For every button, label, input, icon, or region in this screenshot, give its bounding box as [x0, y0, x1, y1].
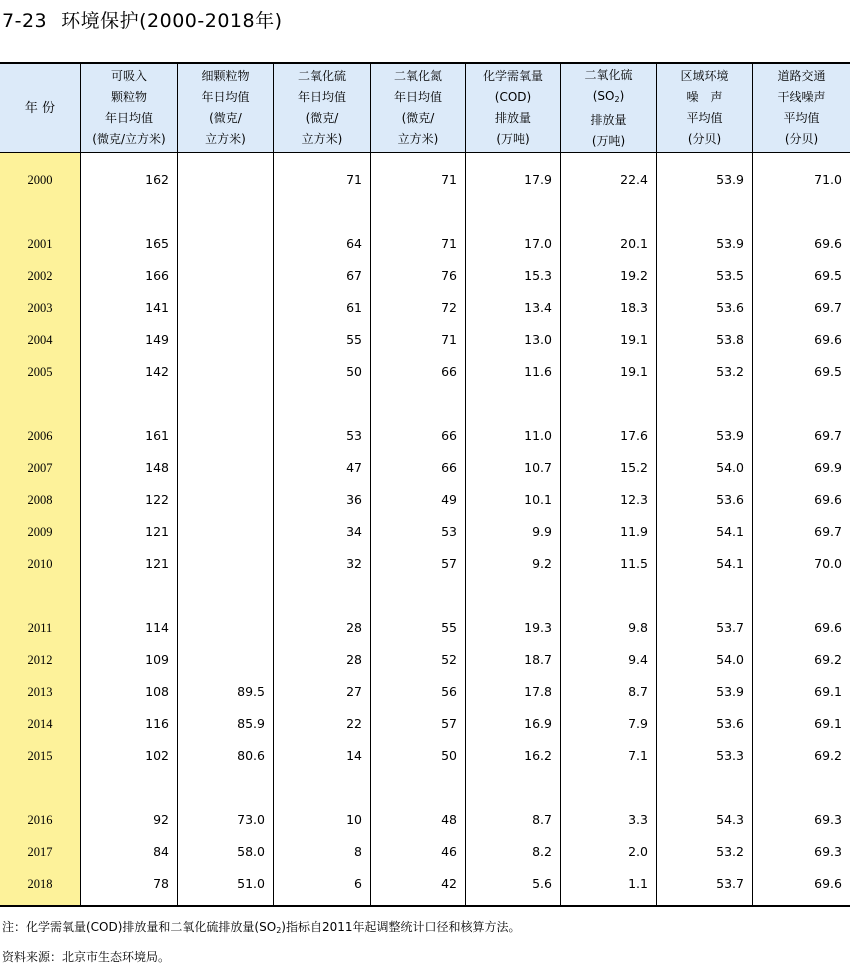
- header-line: 道路交通: [777, 69, 826, 83]
- table-cell: 3.3: [628, 812, 648, 827]
- header-line: 立方米): [301, 132, 343, 146]
- header-line: 年日均值: [201, 90, 250, 104]
- table-cell: 66: [441, 460, 457, 475]
- table-cell: [178, 426, 273, 446]
- table-cell: 71: [441, 236, 457, 251]
- table-cell: 108: [145, 684, 169, 699]
- table-cell: 57: [441, 716, 457, 731]
- table-cell: 114: [145, 620, 169, 635]
- table-cell: 36: [346, 492, 362, 507]
- row-year: 2016: [27, 813, 53, 827]
- header-line: (微克/: [305, 111, 339, 125]
- table-cell: 22: [346, 716, 362, 731]
- table-cell: 10: [346, 812, 362, 827]
- table-cell: 149: [145, 332, 169, 347]
- table-cell: 70.0: [814, 556, 842, 571]
- header-line: (分贝): [687, 132, 722, 146]
- table-cell: 53: [441, 524, 457, 539]
- table-cell: 69.9: [814, 460, 842, 475]
- table-title-text: 环境保护(2000-2018年): [61, 10, 283, 32]
- table-cell: [178, 490, 273, 510]
- table-header: [0, 64, 850, 153]
- table-cell: 166: [145, 268, 169, 283]
- header-line: 细颗粒物: [201, 69, 250, 83]
- data-column-7: [657, 153, 753, 905]
- header-line: 排放量: [494, 111, 531, 125]
- table-cell: [178, 266, 273, 286]
- table-cell: 69.2: [814, 748, 842, 763]
- table-cell: 53.5: [716, 268, 744, 283]
- header-line: (万吨): [591, 133, 626, 148]
- table-cell: 19.2: [620, 268, 648, 283]
- table-cell: 54.1: [716, 556, 744, 571]
- footnote: 注：化学需氧量(COD)排放量和二氧化硫排放量$(SO_2)$指标自2011年起调整统计口径和核算方法。: [2, 920, 521, 935]
- row-year: 2009: [27, 525, 53, 539]
- header-line: 立方米): [205, 132, 246, 146]
- row-year: 2013: [27, 685, 53, 699]
- table-cell: 89.5: [237, 684, 265, 699]
- table-cell: 52: [441, 652, 457, 667]
- table-cell: 69.2: [814, 652, 842, 667]
- table-cell: 53.9: [716, 428, 744, 443]
- header-line: 年日均值: [297, 90, 346, 104]
- row-year: 2015: [27, 749, 53, 763]
- table-cell: 10.7: [524, 460, 552, 475]
- table-cell: 19.1: [620, 332, 648, 347]
- table-cell: 8.7: [628, 684, 648, 699]
- table-cell: 54.0: [716, 652, 744, 667]
- table-cell: 66: [441, 364, 457, 379]
- row-year: 2003: [27, 301, 53, 315]
- table-cell: 15.3: [524, 268, 552, 283]
- table-cell: 57: [441, 556, 457, 571]
- table-cell: 8.7: [532, 812, 552, 827]
- table-cell: 42: [441, 876, 457, 891]
- table-cell: 69.6: [814, 876, 842, 891]
- table-cell: 53.7: [716, 876, 744, 891]
- header-col-6: [561, 64, 657, 152]
- header-col-1: [81, 64, 178, 152]
- table-cell: 28: [346, 652, 362, 667]
- table-cell: 121: [145, 524, 169, 539]
- table-cell: 18.7: [524, 652, 552, 667]
- table-cell: 71: [441, 172, 457, 187]
- row-year: 2014: [27, 717, 53, 731]
- data-column-3: [274, 153, 371, 905]
- table-cell: [178, 298, 273, 318]
- data-column-6: [561, 153, 657, 905]
- table-cell: 55: [346, 332, 362, 347]
- header-line: (微克/立方米): [92, 132, 166, 146]
- header-line: 干线噪声: [777, 90, 826, 104]
- table-cell: 17.0: [524, 236, 552, 251]
- table-cell: 8.2: [532, 844, 552, 859]
- table-cell: 73.0: [237, 812, 265, 827]
- table-cell: 54.0: [716, 460, 744, 475]
- header-line: 平均值: [686, 111, 723, 125]
- table-cell: 69.7: [814, 428, 842, 443]
- row-year: 2005: [27, 365, 53, 379]
- table-cell: 66: [441, 428, 457, 443]
- data-table: [0, 62, 850, 907]
- year-column: [0, 153, 81, 905]
- header-line: 年日均值: [104, 111, 153, 125]
- header-line: 平均值: [783, 111, 820, 125]
- header-line: 二氧化氮: [393, 69, 442, 83]
- table-cell: 53.7: [716, 620, 744, 635]
- table-cell: 46: [441, 844, 457, 859]
- table-cell: 16.2: [524, 748, 552, 763]
- table-title: [2, 6, 283, 33]
- table-cell: 53: [346, 428, 362, 443]
- table-cell: 11.6: [524, 364, 552, 379]
- table-cell: 165: [145, 236, 169, 251]
- row-year: 2008: [27, 493, 53, 507]
- table-cell: 76: [441, 268, 457, 283]
- header-col-2: [178, 64, 274, 152]
- table-cell: 69.6: [814, 620, 842, 635]
- table-cell: 69.5: [814, 364, 842, 379]
- table-cell: 48: [441, 812, 457, 827]
- header-line: 颗粒物: [110, 90, 147, 104]
- table-cell: 8: [354, 844, 362, 859]
- table-cell: 78: [153, 876, 169, 891]
- table-cell: 19.1: [620, 364, 648, 379]
- table-number: 7-23: [2, 10, 48, 32]
- table-cell: 9.8: [628, 620, 648, 635]
- table-cell: 50: [346, 364, 362, 379]
- row-year: 2010: [27, 557, 53, 571]
- table-cell: 69.1: [814, 684, 842, 699]
- table-cell: [178, 522, 273, 542]
- header-line: 二氧化硫: [584, 67, 633, 82]
- table-cell: 92: [153, 812, 169, 827]
- header-line: (COD): [494, 90, 532, 104]
- table-cell: 69.6: [814, 492, 842, 507]
- table-cell: [178, 330, 273, 350]
- header-line: 立方米): [397, 132, 439, 146]
- row-year: 2002: [27, 269, 53, 283]
- row-year: 2001: [27, 237, 53, 251]
- table-cell: 49: [441, 492, 457, 507]
- table-cell: 58.0: [237, 844, 265, 859]
- header-line: 二氧化硫: [297, 69, 346, 83]
- table-cell: 17.6: [620, 428, 648, 443]
- header-line: 噪 声: [686, 90, 723, 104]
- table-cell: 11.5: [620, 556, 648, 571]
- data-column-4: [371, 153, 466, 905]
- table-cell: 85.9: [237, 716, 265, 731]
- table-cell: 69.3: [814, 812, 842, 827]
- table-cell: 53.9: [716, 172, 744, 187]
- row-year: 2004: [27, 333, 53, 347]
- data-column-8: [753, 153, 850, 905]
- table-cell: 116: [145, 716, 169, 731]
- table-cell: 69.6: [814, 332, 842, 347]
- table-cell: 53.3: [716, 748, 744, 763]
- table-cell: 122: [145, 492, 169, 507]
- table-cell: 72: [441, 300, 457, 315]
- table-cell: 141: [145, 300, 169, 315]
- table-cell: 27: [346, 684, 362, 699]
- table-cell: 53.6: [716, 300, 744, 315]
- table-cell: 53.8: [716, 332, 744, 347]
- table-cell: 142: [145, 364, 169, 379]
- header-line: (微克/: [209, 111, 242, 125]
- row-year: 2017: [27, 845, 53, 859]
- data-column-5: [466, 153, 561, 905]
- table-cell: 53.9: [716, 684, 744, 699]
- table-cell: 148: [145, 460, 169, 475]
- table-cell: 53.6: [716, 492, 744, 507]
- table-cell: 32: [346, 556, 362, 571]
- header-col-3: [274, 64, 371, 152]
- table-cell: 109: [145, 652, 169, 667]
- table-cell: 22.4: [620, 172, 648, 187]
- table-cell: 1.1: [628, 876, 648, 891]
- row-year: 2000: [27, 173, 53, 187]
- header-col-5: [466, 64, 561, 152]
- row-year: 2012: [27, 653, 53, 667]
- table-cell: [178, 234, 273, 254]
- header-line: $(SO_2)$: [592, 88, 625, 104]
- table-cell: 10.1: [524, 492, 552, 507]
- table-cell: 9.4: [628, 652, 648, 667]
- header-col-7: [657, 64, 753, 152]
- table-cell: 69.1: [814, 716, 842, 731]
- table-cell: 55: [441, 620, 457, 635]
- table-cell: [178, 170, 273, 190]
- table-cell: 64: [346, 236, 362, 251]
- table-cell: 69.7: [814, 300, 842, 315]
- table-cell: 71: [441, 332, 457, 347]
- header-line: 可吸入: [110, 69, 147, 83]
- table-cell: 69.7: [814, 524, 842, 539]
- table-cell: 47: [346, 460, 362, 475]
- header-line: (分贝): [784, 132, 819, 146]
- header-line: (万吨): [496, 132, 530, 146]
- table-cell: 12.3: [620, 492, 648, 507]
- header-line: 排放量: [590, 112, 627, 127]
- table-cell: 53.9: [716, 236, 744, 251]
- table-cell: 14: [346, 748, 362, 763]
- table-cell: 7.9: [628, 716, 648, 731]
- table-cell: 19.3: [524, 620, 552, 635]
- row-year: 2007: [27, 461, 53, 475]
- table-cell: 17.8: [524, 684, 552, 699]
- table-cell: 102: [145, 748, 169, 763]
- row-year: 2011: [27, 621, 53, 635]
- source-note: 资料来源：北京市生态环境局。: [2, 950, 171, 964]
- table-cell: [178, 362, 273, 382]
- table-cell: 15.2: [620, 460, 648, 475]
- table-cell: 56: [441, 684, 457, 699]
- table-cell: 11.9: [620, 524, 648, 539]
- table-cell: 13.4: [524, 300, 552, 315]
- table-cell: 50: [441, 748, 457, 763]
- header-year: 年 份: [0, 64, 81, 152]
- table-cell: 18.3: [620, 300, 648, 315]
- table-cell: 51.0: [237, 876, 265, 891]
- table-cell: 20.1: [620, 236, 648, 251]
- table-cell: 7.1: [628, 748, 648, 763]
- header-line: 化学需氧量: [482, 69, 543, 83]
- table-cell: 84: [153, 844, 169, 859]
- table-cell: 53.6: [716, 716, 744, 731]
- table-cell: [178, 618, 273, 638]
- data-column-2: [178, 153, 274, 905]
- header-col-4: [371, 64, 466, 152]
- table-cell: 53.2: [716, 364, 744, 379]
- data-column-1: [81, 153, 178, 905]
- table-cell: 67: [346, 268, 362, 283]
- table-cell: 61: [346, 300, 362, 315]
- table-cell: 17.9: [524, 172, 552, 187]
- table-cell: 69.6: [814, 236, 842, 251]
- table-cell: 54.3: [716, 812, 744, 827]
- row-year: 2018: [27, 877, 53, 891]
- table-cell: 53.2: [716, 844, 744, 859]
- table-cell: 28: [346, 620, 362, 635]
- table-cell: 34: [346, 524, 362, 539]
- table-cell: 80.6: [237, 748, 265, 763]
- table-cell: 162: [145, 172, 169, 187]
- table-cell: 69.3: [814, 844, 842, 859]
- table-cell: 6: [354, 876, 362, 891]
- table-cell: [178, 458, 273, 478]
- row-year: 2006: [27, 429, 53, 443]
- table-cell: 71: [346, 172, 362, 187]
- table-cell: 13.0: [524, 332, 552, 347]
- table-cell: 121: [145, 556, 169, 571]
- table-cell: 11.0: [524, 428, 552, 443]
- table-cell: 71.0: [814, 172, 842, 187]
- table-cell: [178, 650, 273, 670]
- table-cell: 54.1: [716, 524, 744, 539]
- header-line: (微克/: [401, 111, 435, 125]
- table-cell: 69.5: [814, 268, 842, 283]
- table-cell: 161: [145, 428, 169, 443]
- table-body: [0, 153, 850, 907]
- header-col-8: [753, 64, 850, 152]
- header-line: 年日均值: [393, 90, 442, 104]
- table-cell: [178, 554, 273, 574]
- header-line: 区域环境: [680, 69, 729, 83]
- table-cell: 16.9: [524, 716, 552, 731]
- table-cell: 5.6: [532, 876, 552, 891]
- table-cell: 9.2: [532, 556, 552, 571]
- table-cell: 2.0: [628, 844, 648, 859]
- table-cell: 9.9: [532, 524, 552, 539]
